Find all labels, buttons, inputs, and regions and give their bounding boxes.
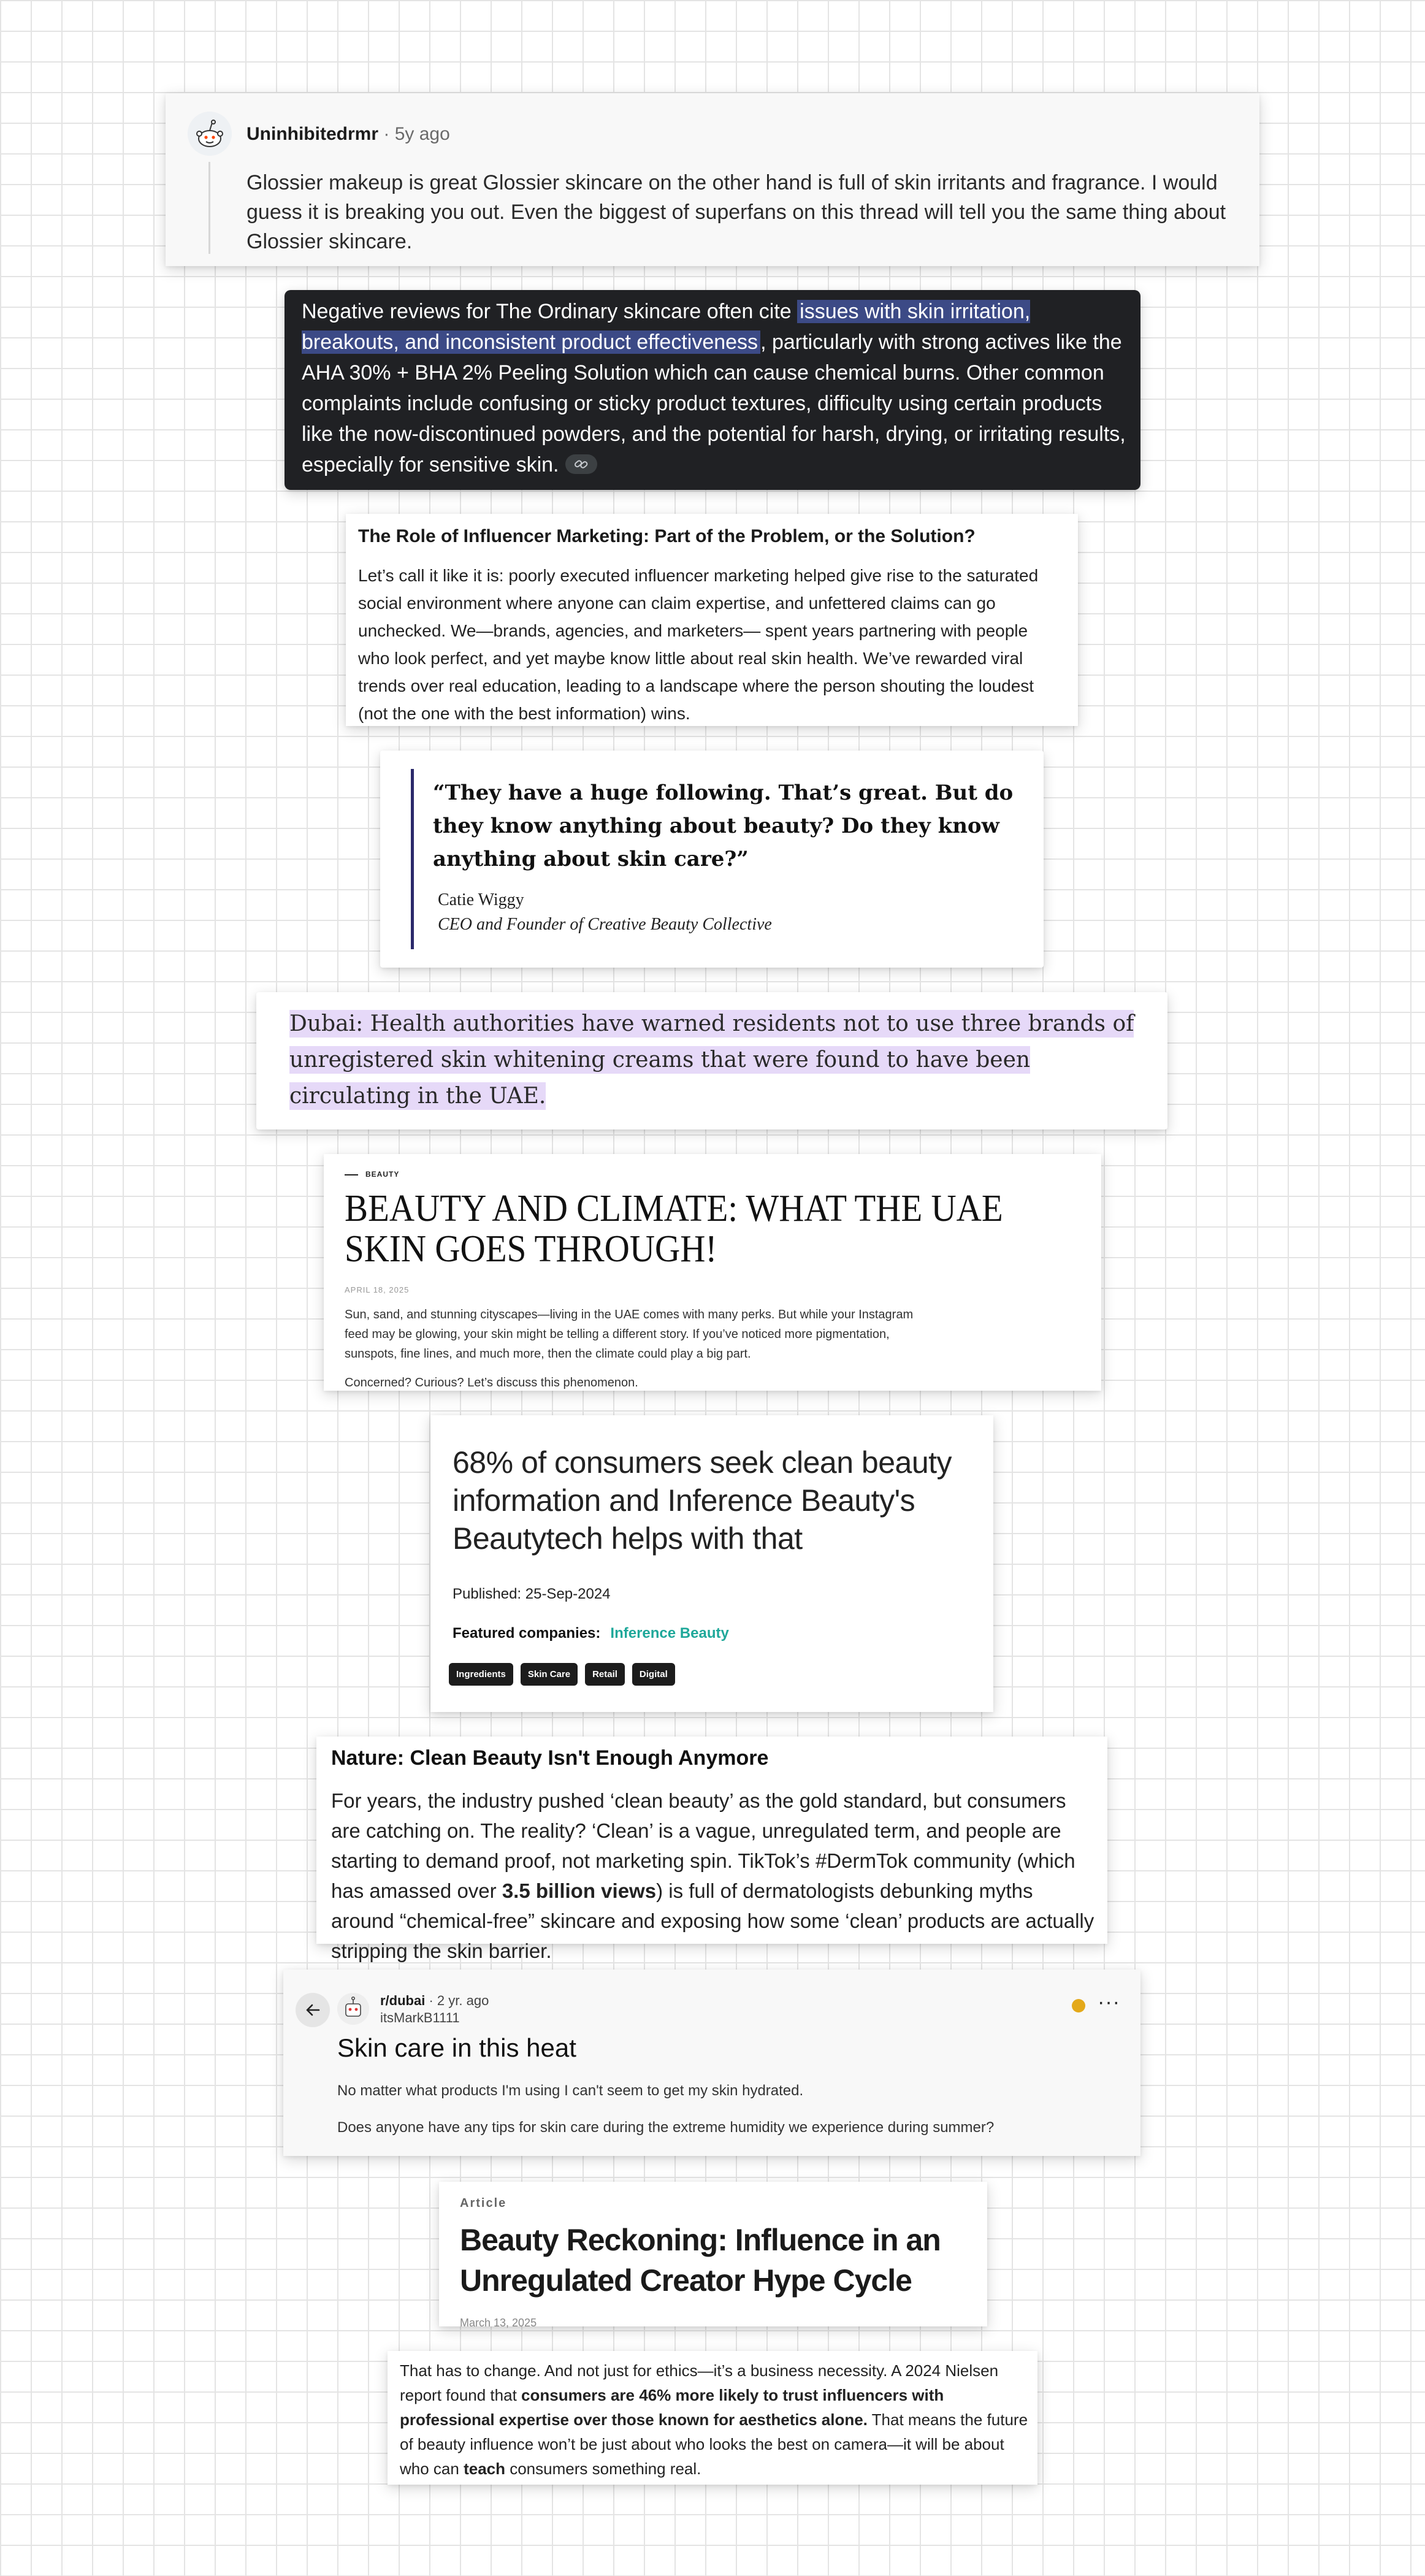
- snippet-highlight: issues with skin irritation, breakouts, and inconsistent product effectiveness: [302, 300, 1031, 354]
- card-title: The Role of Influencer Marketing: Part of the Problem, or the Solution?: [358, 526, 976, 546]
- post-paragraph: No matter what products I'm using I can't seem to get my skin hydrated.: [337, 2082, 804, 2099]
- climate-article-card: [324, 1154, 1101, 1391]
- tag-skin-care[interactable]: Skin Care: [521, 1663, 578, 1686]
- snippet-text-before: Negative reviews for The Ordinary skincare often cite: [302, 300, 798, 323]
- tag-list: [449, 1663, 675, 1686]
- featured-label: Featured companies:: [453, 1625, 601, 1642]
- quote-card: [380, 751, 1044, 968]
- body-text-before: For years, the industry pushed ‘clean beauty’ as the gold standard, but consumers are catching on. The reality? ‘Clean’ is a vague, unregulated term, and people are starting to demand proof, not marketing spin. TikTok’s #DermTok community (which has amassed over: [331, 1789, 1075, 1902]
- back-arrow-icon[interactable]: [296, 1993, 330, 2027]
- article-date: March 13, 2025: [460, 2317, 537, 2329]
- excerpt-text: That has to change. And not just for ethics—it’s a business necessity. A 2024 Nielsen report found that: [400, 2361, 999, 2404]
- featured-companies: [453, 1625, 729, 1642]
- link-icon[interactable]: [565, 454, 597, 474]
- post-time: 2 yr. ago: [437, 1993, 489, 2008]
- reddit-post-card: [283, 1970, 1140, 2156]
- dubai-news-card: [256, 992, 1167, 1129]
- award-icon[interactable]: [1072, 1999, 1085, 2012]
- post-author[interactable]: itsMarkB1111: [380, 2010, 460, 2025]
- excerpt-bold-stat: consumers are 46% more likely to trust influencers with professional expertise over those known for aesthetics alone.: [400, 2386, 944, 2429]
- excerpt-body: [400, 2358, 1031, 2481]
- featured-company-link[interactable]: Inference Beauty: [610, 1625, 729, 1642]
- article-title: BEAUTY AND CLIMATE: WHAT THE UAE SKIN GOES THROUGH!: [345, 1188, 1003, 1270]
- comment-time: 5y ago: [394, 124, 450, 144]
- tag-digital[interactable]: Digital: [632, 1663, 675, 1686]
- meta-separator: ·: [429, 1993, 434, 2008]
- body-text-after: ) is full of dermatologists debunking myths around “chemical-free” skincare and exposing how some ‘clean’ products are actually stripping the skin barrier.: [331, 1879, 1095, 1962]
- post-paragraph: Does anyone have any tips for skin care during the extreme humidity we experience during summer?: [337, 2119, 995, 2136]
- post-title[interactable]: Skin care in this heat: [337, 2033, 576, 2062]
- reddit-avatar-icon[interactable]: [188, 112, 232, 156]
- card-title: Nature: Clean Beauty Isn't Enough Anymore: [331, 1746, 769, 1770]
- article-body: Sun, sand, and stunning cityscapes—living in the UAE comes with many perks. But while your Instagram feed may be glowing, your skin might be telling a different story. If you’ve noticed more pigmentation, sunspots, fine lines, and much more, then the climate could play a big part.: [345, 1308, 914, 1361]
- excerpt-bold-teach: teach: [464, 2459, 505, 2478]
- ai-overview-snippet: [285, 290, 1140, 490]
- excerpt-text: That means the future of beauty influence won’t be just about who looks the best on camera—it will be about who can: [400, 2410, 1028, 2478]
- subreddit-avatar-icon[interactable]: [337, 1993, 369, 2025]
- comment-body: Glossier makeup is great Glossier skincare on the other hand is full of skin irritants and fragrance. I would guess it is breaking you out. Even the biggest of superfans on this thread will tell you the same thing about Glossier skincare.: [246, 171, 1226, 253]
- article-title: Beauty Reckoning: Influence in an Unregulated Creator Hype Cycle: [460, 2223, 941, 2298]
- comment-meta: [246, 124, 450, 145]
- article-continuation: Concerned? Curious? Let’s discuss this phenomenon.: [345, 1376, 638, 1389]
- inference-beauty-card: [430, 1415, 993, 1712]
- quote-author: Catie Wiggy: [438, 890, 524, 909]
- thread-line[interactable]: [208, 162, 210, 254]
- reckoning-article-card: [439, 2182, 987, 2329]
- article-kicker: Article: [460, 2196, 507, 2210]
- body-bold-views: 3.5 billion views: [502, 1879, 657, 1902]
- quote-text: “They have a huge following. That’s great. But do they know anything about beauty? Do they know anything about skin care?”: [433, 781, 1014, 871]
- tag-retail[interactable]: Retail: [585, 1663, 625, 1686]
- highlighted-text: Dubai: Health authorities have warned residents not to use three brands of unregistered skin whitening creams that were found to have been circulating in the UAE.: [289, 1011, 1134, 1109]
- article-date: APRIL 18, 2025: [345, 1285, 410, 1294]
- nielsen-excerpt-card: [388, 2351, 1037, 2485]
- subreddit-name[interactable]: r/dubai: [380, 1993, 426, 2008]
- card-body: [331, 1786, 1098, 1966]
- snippet-text-after: , particularly with strong actives like the AHA 30% + BHA 2% Peeling Solution which can cause chemical burns. Other common complaints include confusing or sticky product textures, difficulty using certain products like the now-discontinued powders, and the potential for harsh, drying, or irritating results, especially for sensitive skin.: [302, 331, 1126, 476]
- meta-separator: ·: [383, 124, 390, 144]
- quote-author-role: CEO and Founder of Creative Beauty Collective: [438, 915, 772, 934]
- news-excerpt: [289, 1006, 1154, 1114]
- influencer-marketing-card: [346, 514, 1078, 726]
- comment-username[interactable]: Uninhibitedrmr: [246, 124, 378, 144]
- more-options-icon[interactable]: ···: [1098, 1990, 1120, 2014]
- ai-overview-text: [302, 296, 1129, 480]
- card-body: Let’s call it like it is: poorly executed influencer marketing helped give rise to the saturated social environment where anyone can claim expertise, and unfettered claims can go unchecked. We—brands, agencies, and marketers— spent years partnering with people who look perfect, and yet maybe know little about real skin health. We’ve rewarded viral trends over real education, leading to a landscape where the person shouting the loudest (not the one with the best information) wins.: [358, 566, 1039, 723]
- quote-bar: [411, 769, 414, 949]
- article-title: 68% of consumers seek clean beauty information and Inference Beauty's Beautytech helps with that: [453, 1445, 952, 1556]
- section-label[interactable]: BEAUTY: [345, 1170, 399, 1179]
- tag-ingredients[interactable]: Ingredients: [449, 1663, 513, 1686]
- reddit-comment-card: [166, 93, 1259, 266]
- excerpt-text: consumers something real.: [505, 2459, 701, 2478]
- published-date: Published: 25-Sep-2024: [453, 1586, 611, 1602]
- post-meta: [380, 1993, 489, 2009]
- clean-beauty-card: [316, 1737, 1107, 1962]
